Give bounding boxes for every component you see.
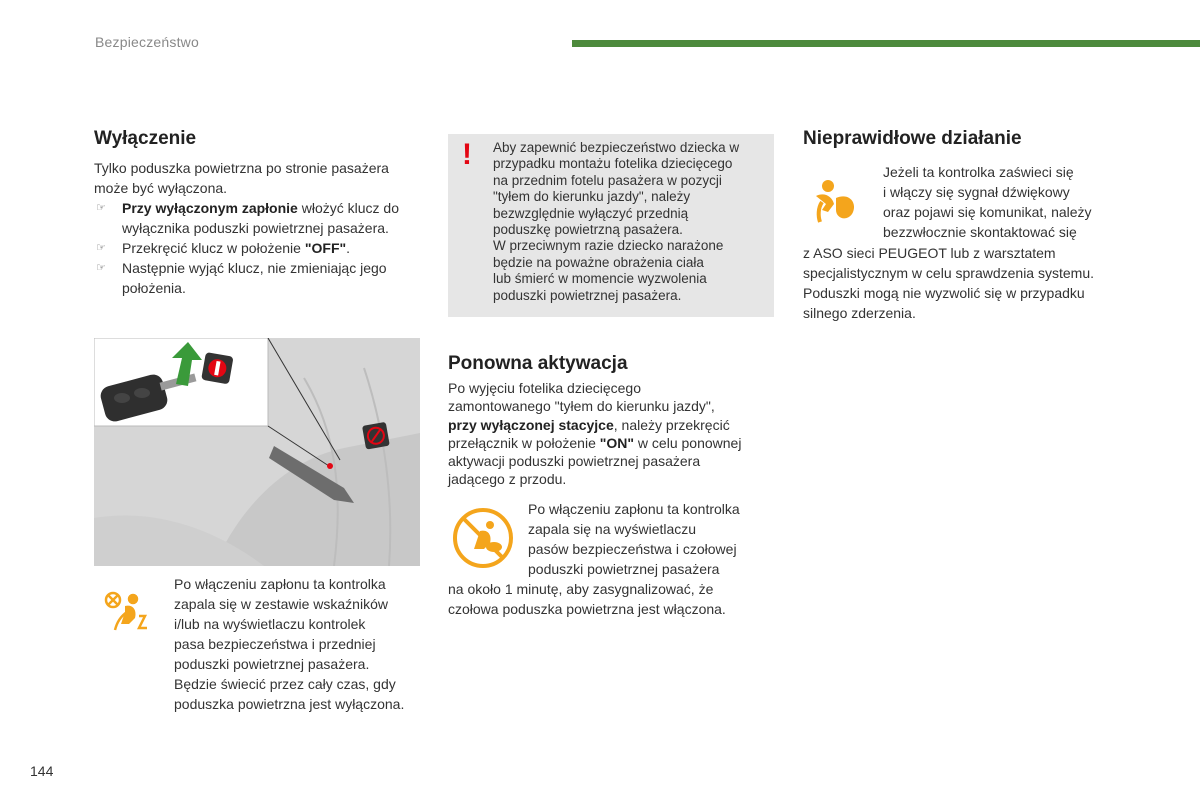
step-3-text: Następnie wyjąć klucz, nie zmieniając jego położenia. xyxy=(122,260,387,296)
text-line: specjalistycznym w celu sprawdzenia systemu. xyxy=(803,265,1094,281)
section-accent-bar xyxy=(572,40,1200,47)
reactivation-indicator-text-a xyxy=(528,499,788,579)
bold-text: przy wyłączonej stacyjce xyxy=(448,416,614,433)
text-line: i/lub na wyświetlaczu kontrolek xyxy=(174,616,366,632)
text-line: zapala się w zestawie wskaźników xyxy=(174,596,388,612)
heading-malfunction: Nieprawidłowe działanie xyxy=(803,128,1022,149)
text-line: poduszki powietrznej pasażera xyxy=(528,561,720,577)
step-3 xyxy=(94,258,424,298)
reactivation-text xyxy=(448,379,788,489)
text-span: w celu ponownej xyxy=(634,434,742,451)
text-line: "tyłem do kierunku jazdy", należy xyxy=(493,189,691,205)
text-line: lub śmierć w momencie wyzwolenia xyxy=(493,271,707,287)
page-number: 144 xyxy=(30,763,54,779)
text-line: będzie na poważne obrażenia ciała xyxy=(493,254,704,270)
text-line: bezzwłocznie skontaktować się xyxy=(883,224,1077,240)
warning-text xyxy=(493,140,769,304)
text-line xyxy=(448,434,788,452)
text-line: na około 1 minutę, aby zasygnalizować, że xyxy=(448,581,714,597)
step-1 xyxy=(94,198,424,238)
text-line: poduszkę powietrzną pasażera. xyxy=(493,222,683,238)
text-line: poduszka powietrzna jest wyłączona. xyxy=(174,696,405,712)
pointer-icon: ☞ xyxy=(96,262,106,274)
text-line: Po włączeniu zapłonu ta kontrolka xyxy=(174,576,386,592)
text-line: silnego zderzenia. xyxy=(803,305,916,321)
step-1-rest: włożyć xyxy=(297,200,344,216)
text-line: Poduszki mogą nie wyzwolić się w przypadku xyxy=(803,285,1085,301)
text-line: pasów bezpieczeństwa i czołowej xyxy=(528,541,737,557)
step-1-bold: Przy wyłączonym zapłonie xyxy=(122,200,298,216)
malfunction-text-b xyxy=(803,243,1163,323)
key-icon xyxy=(94,338,268,426)
text-line: Będzie świecić przez cały czas, gdy xyxy=(174,676,396,692)
text-line: i włączy się sygnał dźwiękowy xyxy=(883,184,1070,200)
text-line: aktywacji poduszki powietrznej pasażera xyxy=(448,453,701,470)
airbag-fault-icon xyxy=(812,178,860,224)
section-label: Bezpieczeństwo xyxy=(95,34,199,50)
text-span: , należy przekręcić xyxy=(613,416,730,433)
heading-disabling: Wyłączenie xyxy=(94,128,197,149)
step-2-post: . xyxy=(346,240,351,256)
text-line: zamontowanego "tyłem do kierunku jazdy", xyxy=(448,398,715,415)
text-line: poduszki powietrznej pasażera. xyxy=(493,287,682,303)
text-line: zapala się na wyświetlaczu xyxy=(528,521,697,537)
bold-text: "ON" xyxy=(599,434,635,451)
warning-exclamation-icon: ! xyxy=(462,138,472,171)
text-line: Aby zapewnić bezpieczeństwo dziecka w xyxy=(493,140,740,155)
disabling-intro: Tylko poduszka powietrzna po stronie pasażera może być wyłączona. xyxy=(94,160,389,196)
switch-photo xyxy=(94,338,420,566)
text-line: na przednim fotelu pasażera w pozycji xyxy=(493,172,722,188)
disabling-text xyxy=(94,158,424,298)
text-line: Po wyjęciu fotelika dziecięcego xyxy=(448,380,641,396)
warning-box xyxy=(448,134,774,317)
text-line: pasa bezpieczeństwa i przedniej xyxy=(174,636,376,652)
text-line: oraz pojawi się komunikat, należy xyxy=(883,204,1092,220)
text-line: W przeciwnym razie dziecko narażone xyxy=(493,238,724,254)
text-line xyxy=(448,416,788,434)
reactivation-indicator-text-b xyxy=(448,579,788,619)
pointer-icon: ☞ xyxy=(96,242,106,254)
text-line: jadącego z przodu. xyxy=(448,471,567,488)
text-line: Po włączeniu zapłonu ta kontrolka xyxy=(528,501,740,517)
pointer-icon: ☞ xyxy=(96,202,106,214)
text-line: czołowa poduszka powietrzna jest włączona. xyxy=(448,601,726,617)
step-2-bold: "OFF" xyxy=(304,240,347,256)
disabled-indicator-text xyxy=(174,574,434,714)
text-line: poduszki powietrznej pasażera. xyxy=(174,656,370,672)
airbag-on-indicator-icon xyxy=(450,505,516,571)
malfunction-text-a xyxy=(883,162,1183,242)
text-line: Jeżeli ta kontrolka zaświeci się xyxy=(883,164,1074,180)
heading-reactivation: Ponowna aktywacja xyxy=(448,353,628,374)
step-2-pre: Przekręcić klucz w położenie xyxy=(122,240,305,256)
text-line: bezwzględnie wyłączyć przednią xyxy=(493,205,689,221)
text-span: przełącznik w położenie xyxy=(448,434,600,451)
text-line: przypadku montażu fotelika dziecięcego xyxy=(493,156,733,172)
text-line: z ASO sieci PEUGEOT lub z warsztatem xyxy=(803,245,1056,261)
airbag-off-indicator-icon xyxy=(103,590,155,634)
step-1-cont: klucz do wyłącznika poduszki powietrznej pasażera. xyxy=(122,200,399,236)
step-2 xyxy=(94,238,424,258)
